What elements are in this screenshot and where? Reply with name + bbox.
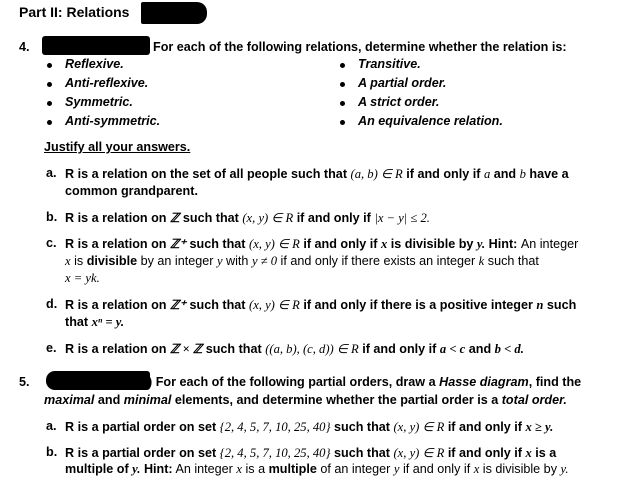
item-4b-line1: R is a relation on ℤ such that (x, y) ∈ R if and only if |x − y| ≤ 2.: [65, 211, 430, 225]
item-4c-line3: x = yk.: [65, 271, 100, 285]
redaction-mark: [42, 36, 150, 55]
item-label-4c: c.: [46, 236, 57, 250]
bullet: [340, 63, 345, 68]
item-5b-line1: R is a partial order on set {2, 4, 5, 7, 10, 25, 40} such that (x, y) ∈ R if and only if x is a: [65, 446, 557, 460]
property-reflexive: Reflexive.: [65, 57, 124, 71]
item-4d-line1: R is a relation on ℤ⁺ such that (x, y) ∈ R if and only if there is a positive integer n such: [65, 298, 577, 312]
item-label-4e: e.: [46, 341, 57, 355]
property-anti-symmetric: Anti-symmetric.: [65, 114, 161, 128]
item-label-5b: b.: [46, 445, 58, 459]
q5-prompt-line2: maximal and minimal elements, and determine whether the partial order is a total order.: [44, 393, 567, 407]
justify-note: Justify all your answers.: [44, 140, 191, 154]
item-4a-line1: R is a relation on the set of all people such that (a, b) ∈ R if and only if a and b have a: [65, 167, 569, 181]
item-4e-line1: R is a relation on ℤ × ℤ such that ((a, b), (c, d)) ∈ R if and only if a < c and b < d.: [65, 342, 524, 356]
bullet: [47, 101, 52, 106]
item-4c-line2: x is divisible by an integer y with y ≠ 0 if and only if there exists an integer k such that: [65, 254, 539, 268]
part-title: Part II: Relations: [19, 4, 130, 20]
item-4c-line1: R is a relation on ℤ⁺ such that (x, y) ∈ R if and only if x is divisible by y. Hint: An integer: [65, 237, 579, 251]
item-5b-line2: multiple of y. Hint: An integer x is a multiple of an integer y if and only if x is divisible by y.: [65, 462, 569, 476]
bullet: [47, 120, 52, 125]
item-4d-line2: that xⁿ = y.: [65, 315, 125, 329]
redaction-mark: [46, 371, 150, 390]
redaction-mark: [141, 2, 207, 24]
bullet: [47, 82, 52, 87]
property-anti-reflexive: Anti-reflexive.: [65, 76, 149, 90]
item-4a-line2: common grandparent.: [65, 184, 198, 198]
q5-prompt-line1: ) For each of the following partial orders, draw a Hasse diagram, find the: [148, 375, 582, 389]
item-label-4b: b.: [46, 210, 58, 224]
bullet: [340, 120, 345, 125]
item-label-5a: a.: [46, 419, 57, 433]
property-partial-order: A partial order.: [358, 76, 447, 90]
question-number-4: 4.: [19, 40, 30, 54]
item-label-4d: d.: [46, 297, 58, 311]
bullet: [340, 101, 345, 106]
property-equivalence: An equivalence relation.: [358, 114, 503, 128]
property-strict-order: A strict order.: [358, 95, 440, 109]
property-transitive: Transitive.: [358, 57, 421, 71]
item-5a-line1: R is a partial order on set {2, 4, 5, 7, 10, 25, 40} such that (x, y) ∈ R if and only if x ≥ y.: [65, 420, 554, 434]
item-label-4a: a.: [46, 166, 57, 180]
question-number-5: 5.: [19, 375, 30, 389]
bullet: [47, 63, 52, 68]
bullet: [340, 82, 345, 87]
property-symmetric: Symmetric.: [65, 95, 133, 109]
q4-prompt: For each of the following relations, determine whether the relation is:: [153, 40, 567, 54]
